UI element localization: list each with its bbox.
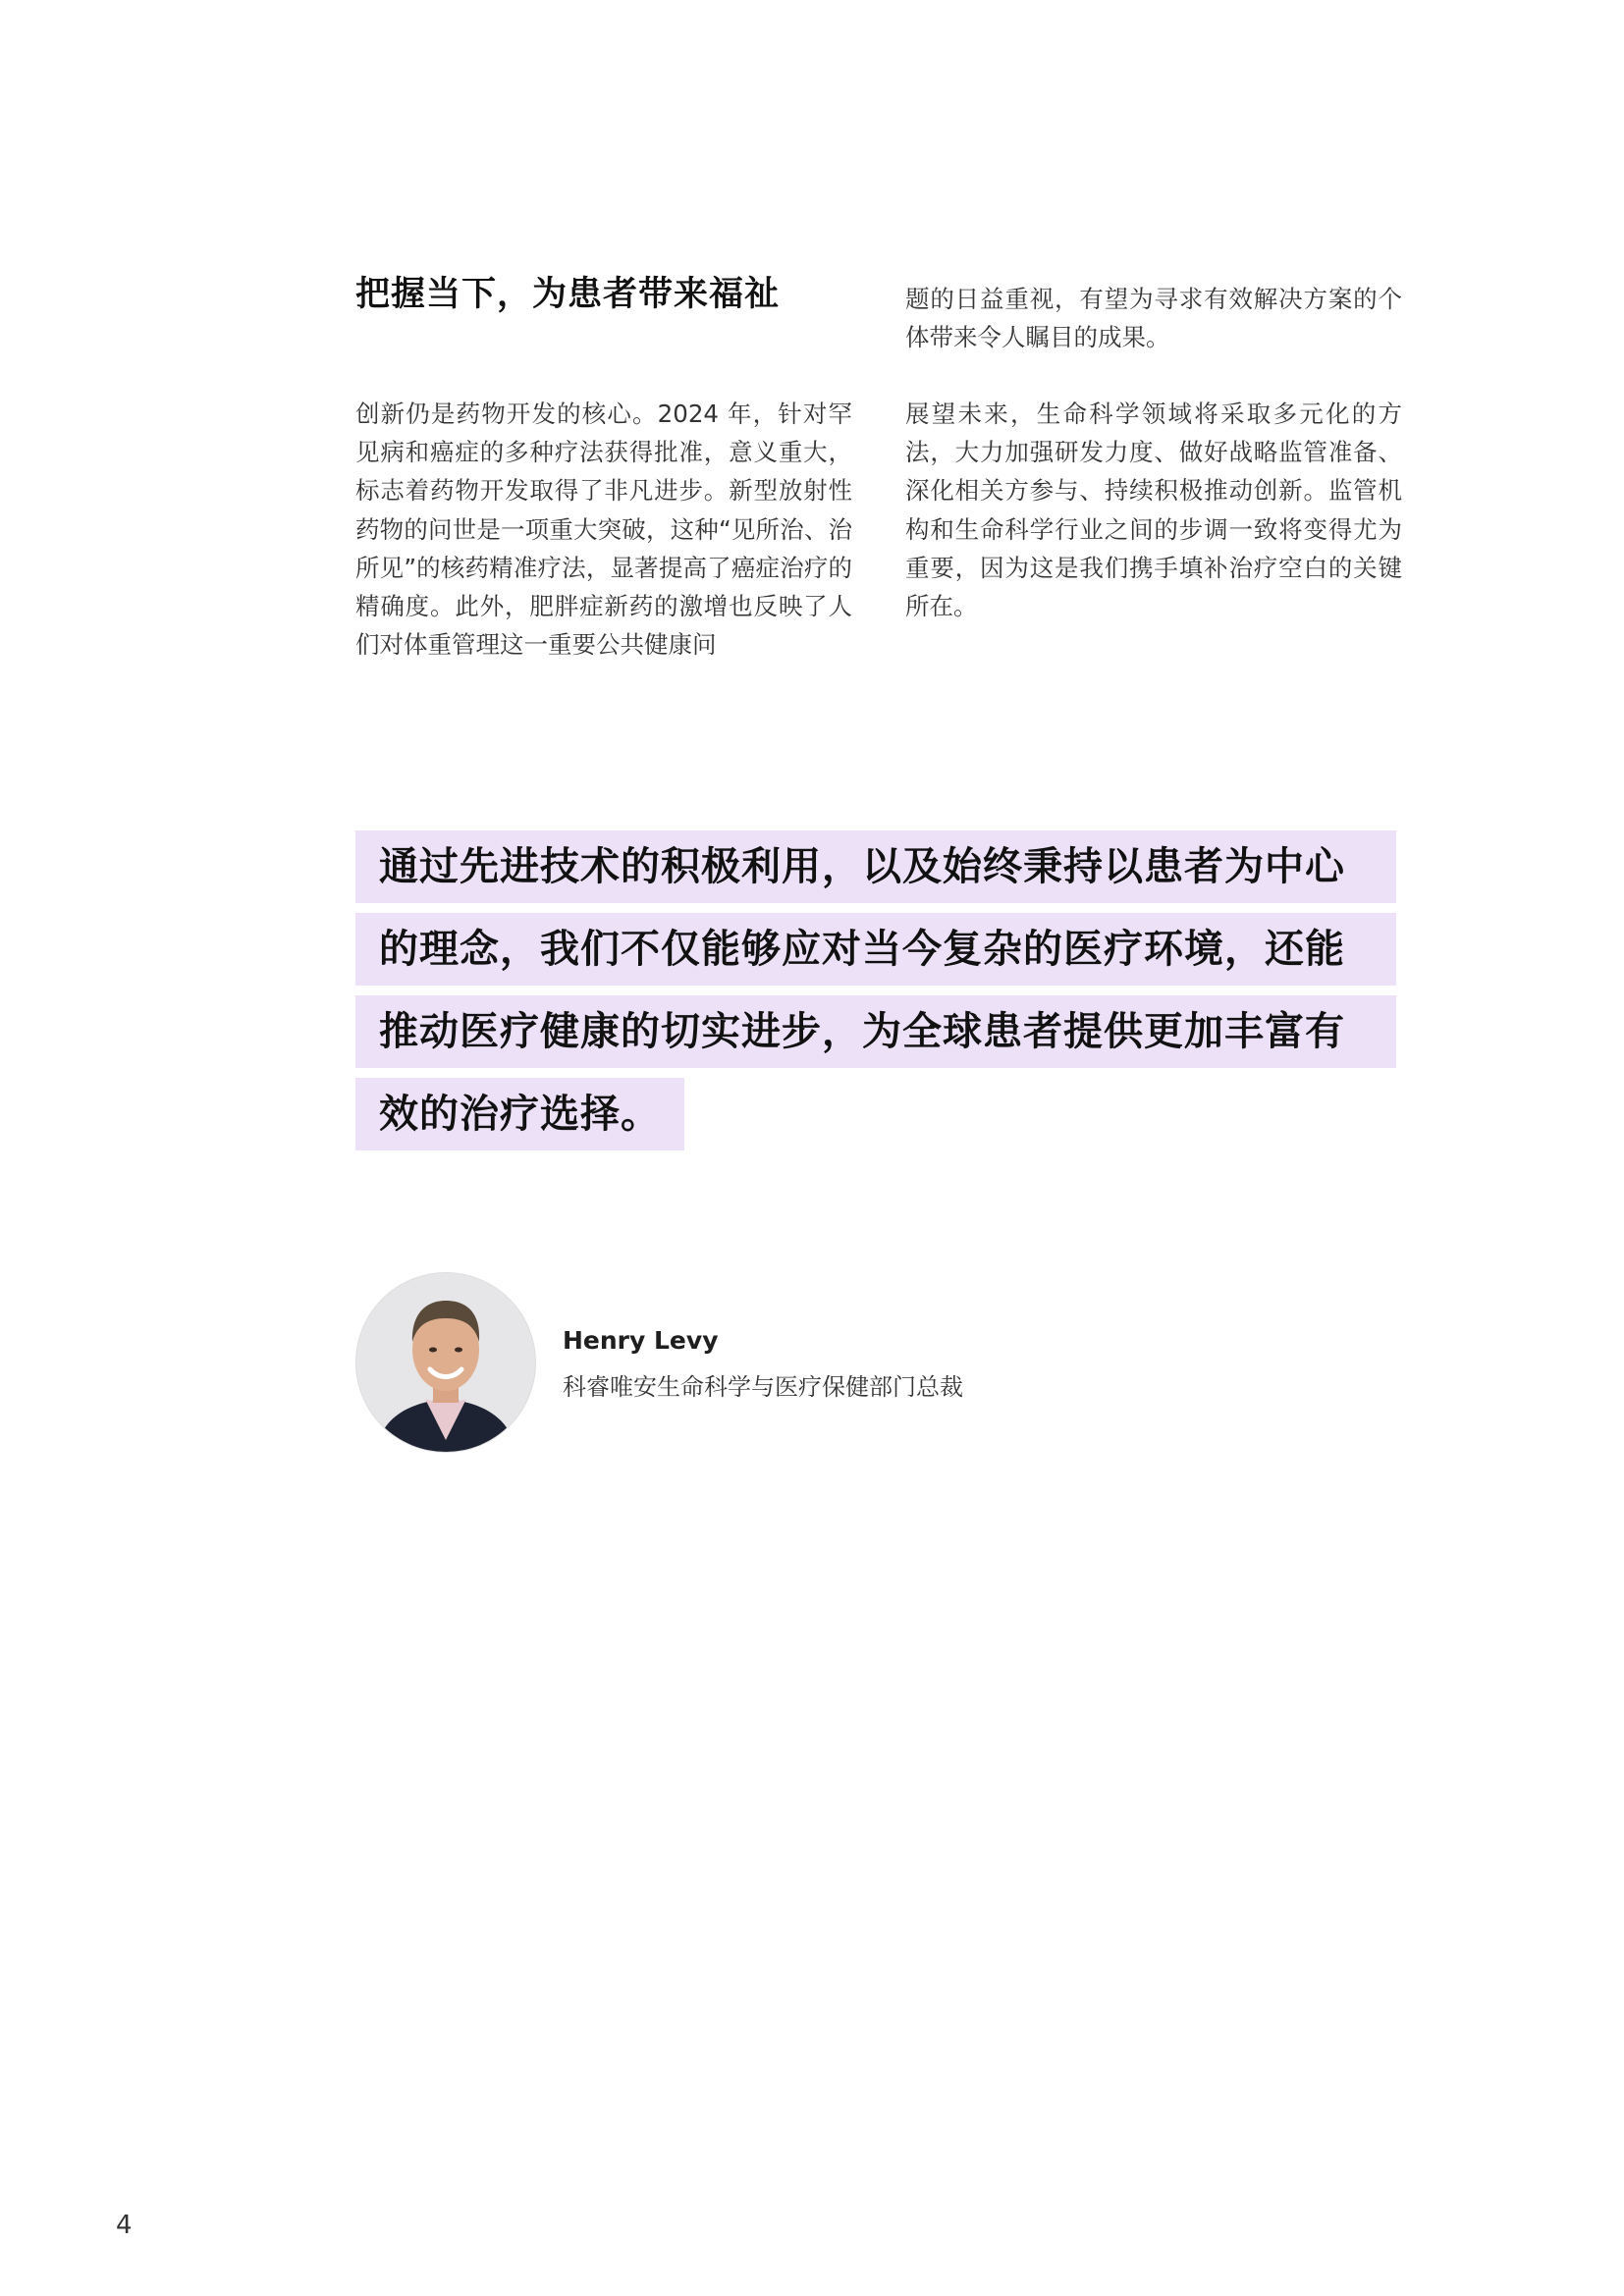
pull-quote-line: 通过先进技术的积极利用，以及始终秉持以患者为中心 (355, 830, 1396, 903)
body-paragraph-2: 题的日益重视，有望为寻求有效解决方案的个体带来令人瞩目的成果。 (905, 285, 1402, 352)
author-name: Henry Levy (563, 1326, 719, 1355)
pull-quote-line: 推动医疗健康的切实进步，为全球患者提供更加丰富有 (355, 995, 1396, 1068)
page-number: 4 (116, 2211, 133, 2240)
pull-quote (355, 830, 1396, 1164)
body-paragraph-1: 创新仍是药物开发的核心。2024 年，针对罕见病和癌症的多种疗法获得批准，意义重大，标志着药物开发取得了非凡进步。新型放射性药物的问世是一项重大突破，这种“见所治、治所见”的核药精准疗法，显著提高了癌症治疗的精确度。此外，肥胖症新药的激增也反映了人们对体重管理这一重要公共健康问 (355, 400, 852, 660)
author-avatar (355, 1272, 536, 1453)
author-portrait-icon (356, 1273, 535, 1452)
body-paragraph-3: 展望未来，生命科学领域将采取多元化的方法，大力加强研发力度、做好战略监管准备、深化相关方参与、持续积极推动创新。监管机构和生命科学行业之间的步调一致将变得尤为重要，因为这是我们携手填补治疗空白的关键所在。 (905, 400, 1402, 621)
pull-quote-line: 的理念，我们不仅能够应对当今复杂的医疗环境，还能 (355, 913, 1396, 986)
section-heading: 把握当下，为患者带来福祉 (355, 275, 781, 314)
pull-quote-line: 效的治疗选择。 (355, 1078, 684, 1150)
author-title: 科睿唯安生命科学与医疗保健部门总裁 (563, 1373, 963, 1401)
